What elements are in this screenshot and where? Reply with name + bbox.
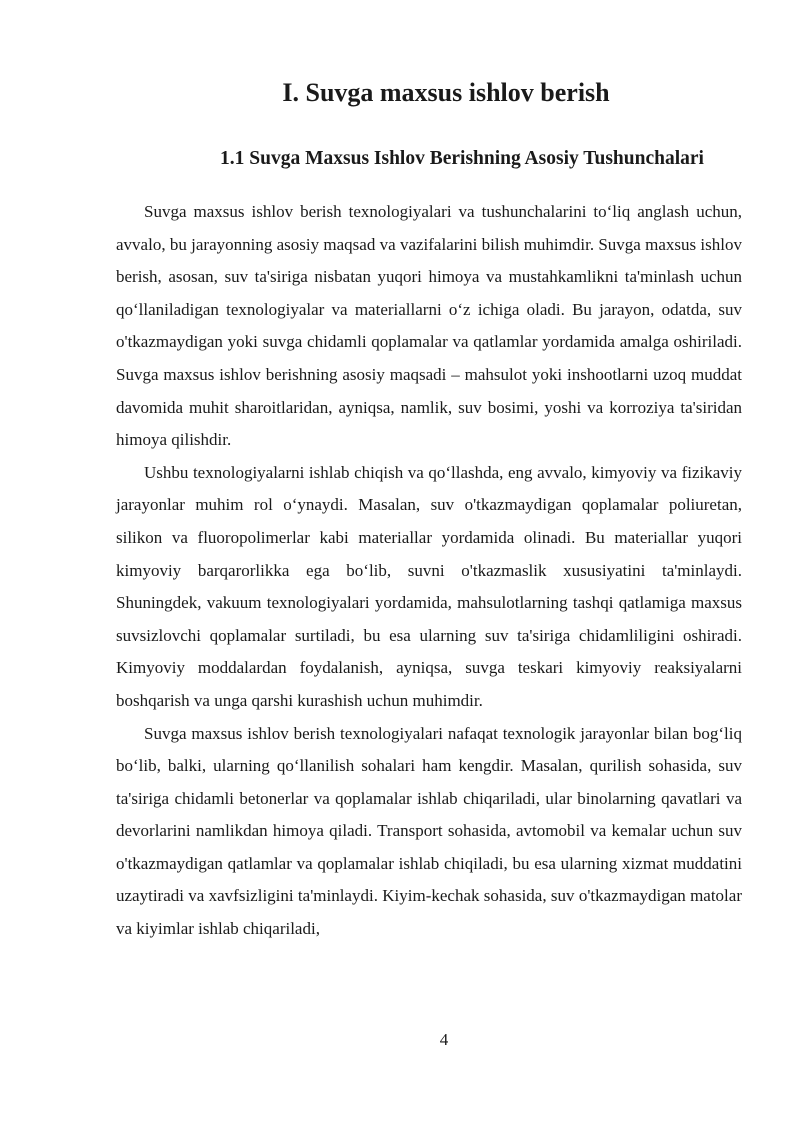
page-number: 4 [439,1030,449,1049]
section-title: 1.1 Suvga Maxsus Ishlov Berishning Asosiy Tushunchalari [220,148,704,169]
paragraph: Ushbu texnologiyalarni ishlab chiqish va qo‘llashda, eng avvalo, kimyoviy va fizikaviy jarayonlar muhim rol o‘ynaydi. Masalan, suv o'tkazmaydigan qoplamalar poliuretan, silikon va fluoropolimerlar kabi materiallar yordamida olinadi. Bu materiallar yuqori kimyoviy barqarorlikka ega bo‘lib, suvni o'tkazmaslik xususiyatini ta'minlaydi. Shuningdek, vakuum texnologiyalari yordamida, mahsulotlarning tashqi qatlamiga maxsus suvsizlovchi qoplamalar surtiladi, bu esa ularning suv ta'siriga chidamliligini oshiradi. Kimyoviy moddalardan foydalanish, ayniqsa, suvga teskari kimyoviy reaksiyalarni boshqarish va unga qarshi kurashish uchun muhimdir. [116,462,742,710]
paragraph: Suvga maxsus ishlov berish texnologiyalari va tushunchalarini to‘liq anglash uchun, avvalo, bu jarayonning asosiy maqsad va vazifalarini bilish muhimdir. Suvga maxsus ishlov berish, asosan, suv ta'siriga nisbatan yuqori himoya va mustahkamlikni ta'minlash uchun qo‘llaniladigan texnologiyalar va materiallarni o‘z ichiga oladi. Bu jarayon, odatda, suv o'tkazmaydigan yoki suvga chidamli qoplamalar va qatlamlar yordamida amalga oshiriladi. Suvga maxsus ishlov berishning asosiy maqsadi – mahsulot yoki inshootlarni uzoq muddat davomida muhit sharoitlaridan, ayniqsa, namlik, suv bosimi, yoshi va korroziya ta'siridan himoya qilishdir. [116,202,742,450]
body-text [116,196,742,946]
chapter-title: I. Suvga maxsus ishlov berish [282,78,610,107]
paragraph: Suvga maxsus ishlov berish texnologiyalari nafaqat texnologik jarayonlar bilan bog‘liq bo‘lib, balki, ularning qo‘llanilish sohalari ham kengdir. Masalan, qurilish sohasida, suv ta'siriga chidamli betonerlar va qoplamalar ishlab chiqariladi, ular binolarning qavatlari va devorlarini namlikdan himoya qiladi. Transport sohasida, avtomobil va kemalar uchun suv o'tkazmaydigan qatlamlar va qoplamalar ishlab chiqiladi, bu esa ularning xizmat muddatini uzaytiradi va xavfsizligini ta'minlaydi. Kiyim-kechak sohasida, suv o'tkazmaydigan matolar va kiyimlar ishlab chiqariladi, [116,723,742,939]
